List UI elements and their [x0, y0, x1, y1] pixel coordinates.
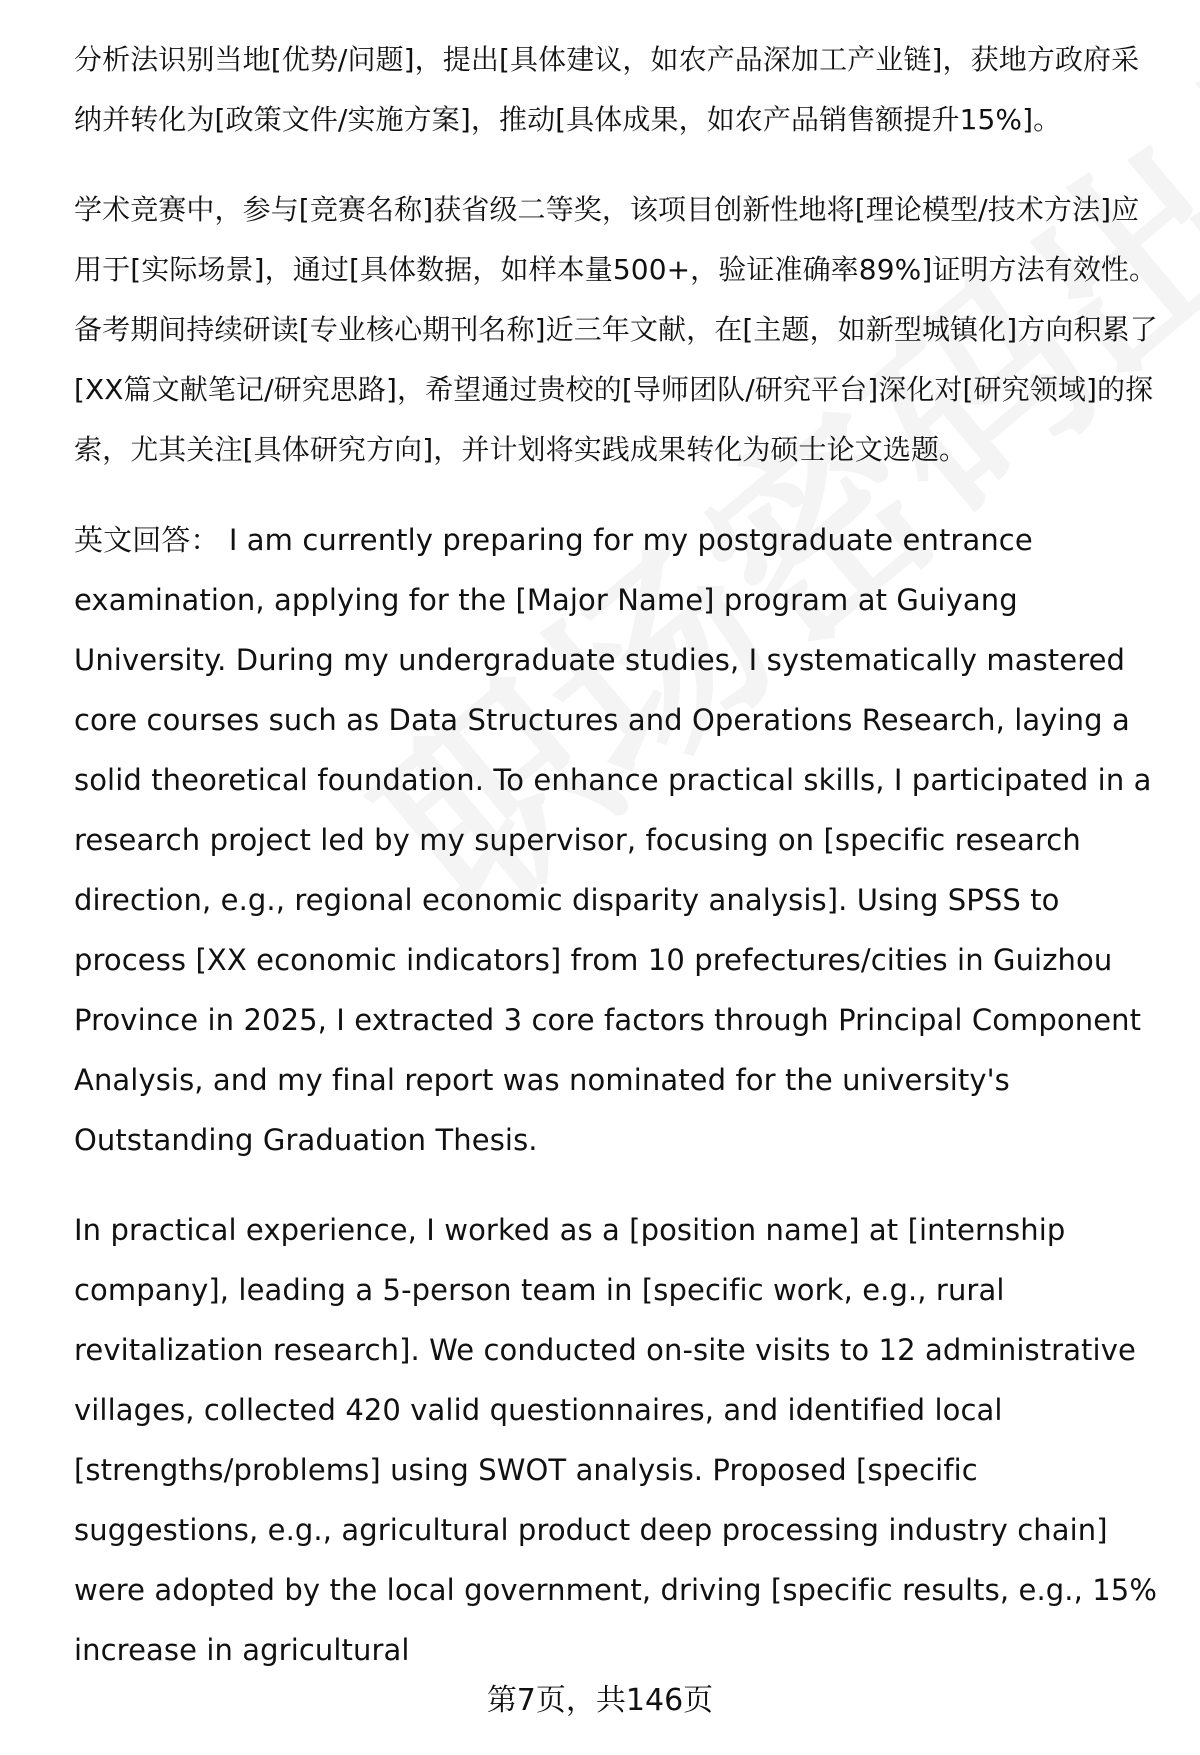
page-footer: 第7页，共146页 — [486, 1683, 714, 1718]
paragraph-4: In practical experience, I worked as a [position name] at [internship company], leading a 5-person team in [specific work, e.g., rural revitalization research]. We conducted on-site visits to 12 administrative villages, collected 420 valid questionnaires, and identified local [strengths/problems] using SWOT analysis. Proposed [specific suggestions, e.g., agricultural product deep processing industry chain] were adopted by the local government, driving [specific results, e.g., 15% increase in agricultural — [74, 1213, 1157, 1667]
paragraph-3: 英文回答： I am currently preparing for my postgraduate entrance examination, applying for the [Major Name] program at Guiyang University. During my undergraduate studies, I systematically mastered core courses such as Data Structures and Operations Research, laying a solid theoretical foundation. To enhance practical skills, I participated in a research project led by my supervisor, focusing on [specific research direction, e.g., regional economic disparity analysis]. Using SPSS to process [XX economic indicators] from 10 prefectures/cities in Guizhou Province in 2025, I extracted 3 core factors through Principal Component Analysis, and my final report was nominated for the university's Outstanding Graduation Thesis. — [74, 523, 1152, 1157]
paragraph-1: 分析法识别当地[优势/问题]，提出[具体建议，如农产品深加工产业链]，获地方政府采纳并转化为[政策文件/实施方案]，推动[具体成果，如农产品销售额提升15%]。 — [74, 43, 1140, 136]
paragraph-2: 学术竞赛中，参与[竞赛名称]获省级二等奖，该项目创新性地将[理论模型/技术方法]应用于[实际场景]，通过[具体数据，如样本量500+，验证准确率89%]证明方法有效性。备考期间持续研读[专业核心期刊名称]近三年文献，在[主题，如新型城镇化]方向积累了[XX篇文献笔记/研究思路]，希望通过贵校的[导师团队/研究平台]深化对[研究领域]的探索，尤其关注[具体研究方向]，并计划将实践成果转化为硕士论文选题。 — [74, 193, 1158, 466]
document-body — [74, 30, 1164, 1710]
